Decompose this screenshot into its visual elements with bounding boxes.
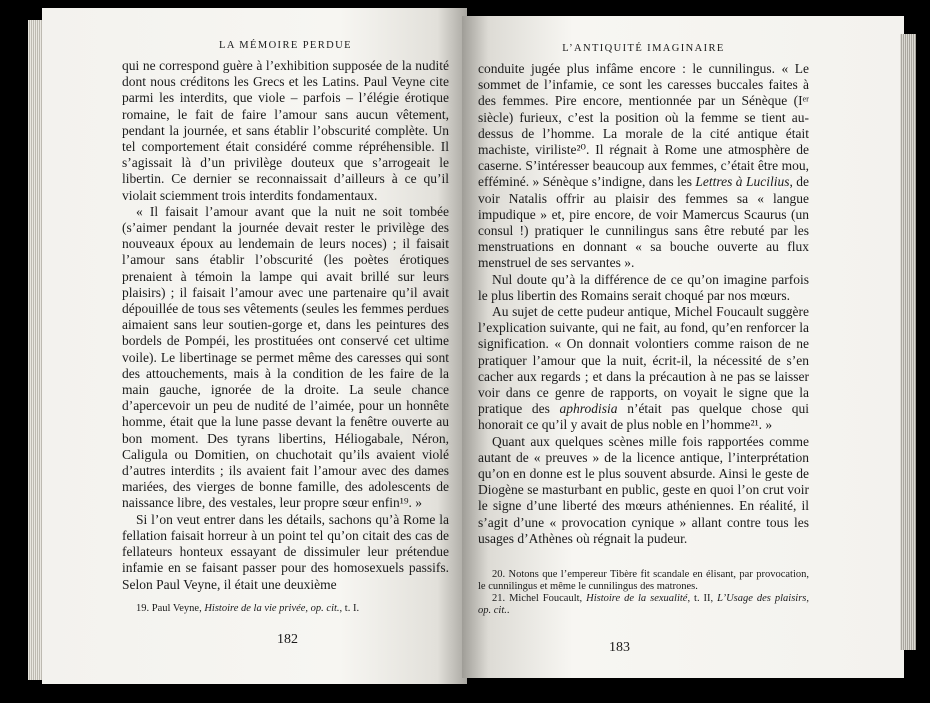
paragraph: conduite jugée plus infâme encore : le cunnilingus. « Le sommet de l’infamie, ce sont les caresses buccales faites à des femmes. Pire encore, mentionnée par un Sénèque (Iᵉʳ siècle) furieux, c’est la position où la femme se tient au-dessus de l’homme. La morale de la cité antique était machiste, viriliste²⁰. Il régnait à Rome une atmosphère de caserne. S’intéresser beaucoup aux femmes, c’était être mou, efféminé. » Sénèque s’indigne, dans les Lettres à Lucilius, de voir Natalis offrir au plaisir des femmes sa « langue impudique » et, pire encore, de voir Mamercus Scaurus (un consul !) pratiquer le cunnilingus sans être rebuté par les menstruations en donnant « sa bouche ouverte au flux menstruel de ses servantes ». bbox=[478, 61, 809, 271]
running-head-right: L’ANTIQUITÉ IMAGINAIRE bbox=[562, 43, 725, 54]
left-page bbox=[42, 8, 467, 684]
right-page-edges bbox=[900, 34, 916, 650]
page-number-right: 183 bbox=[609, 640, 630, 655]
paragraph: Si l’on veut entrer dans les détails, sachons qu’à Rome la fellation faisait horreur à un point tel qu’on citait des cas de fellateurs honteux essayant de dissimuler leur prétendue infamie en se faisant passer pour des homosexuels passifs. Selon Paul Veyne, il était une deuxième bbox=[122, 511, 449, 592]
right-page-body bbox=[478, 61, 809, 547]
left-page-body bbox=[122, 58, 449, 593]
block-quote: « Il faisait l’amour avant que la nuit ne soit tombée (s’aimer pendant la journée devait rester le privilège des nouveaux époux au lendemain de leurs noces) ; il faisait l’amour sans établir l’obscurité (les poètes érotiques prenaient à témoin la lampe qui avait brillé sur leurs plaisirs) ; il faisait l’amour avec une partenaire qu’il avait dépouillée de tous ses vêtements (seules les femmes perdues aimaient sans leur soutien-gorge et, dans les peintures des bordels de Pompéi, les prostituées ont conservé cet ultime voile). Le libertinage se permet même des caresses qui sont des attouchements, mais à la condition de les faire de la main gauche, ignorée de la droite. La seule chance d’apercevoir un peu de nudité de l’aimée, pour un honnête homme, était que la lune passe devant la fenêtre ouverte au bon moment. Des tyrans libertins, Héliogabale, Néron, Caligula ou Domitien, on chuchotait qu’ils avaient violé d’autres interdits ; ils avaient fait l’amour avec des dames mariées, des vierges de bonne famille, des adolescents de naissance libre, des vestales, leur propre sœur enfin¹⁹. » bbox=[122, 203, 449, 511]
running-head-left: LA MÉMOIRE PERDUE bbox=[219, 40, 352, 51]
paragraph: Au sujet de cette pudeur antique, Michel Foucault suggère l’explication suivante, qui ne fait, au fond, qu’en renforcer la signification. « On donnait volontiers comme raison de ne pratiquer l’amour que la nuit, écrit-il, la nécessité de s’en cacher aux regards ; et dans la précaution à ne pas se laisser voir dans ce genre de rapports, on voyait le signe que la pratique des aphrodisia n’était pas quelque chose qui honorait ce qu’il y avait de plus noble en l’homme²¹. » bbox=[478, 304, 809, 433]
page-number-left: 182 bbox=[277, 632, 298, 647]
footnote-19: 19. Paul Veyne, Histoire de la vie privée, op. cit., t. I. bbox=[136, 602, 360, 614]
footnotes-right bbox=[478, 569, 809, 617]
footnote-21: 21. Michel Foucault, Histoire de la sexualité, t. II, L’Usage des plaisirs, op. cit.. bbox=[478, 593, 809, 617]
paragraph: Quant aux quelques scènes mille fois rapportées comme autant de « preuves » de la licence antique, l’interprétation qu’on en donne est le plus souvent absurde. Ainsi le geste de Diogène se masturbant en public, geste en quoi l’on crut voir le signe d’une liberté des mœurs athéniennes. En réalité, il s’agit d’une « provocation cynique » allant contre tous les usages d’Athènes où régnait la pudeur. bbox=[478, 433, 809, 546]
paragraph: qui ne correspond guère à l’exhibition supposée de la nudité dont nous créditons les Grecs et les Latins. Paul Veyne cite parmi les interdits, que viole – parfois – l’élégie érotique romaine, le fait de faire l’amour sans aucun vêtement, pendant la journée, et sans établir l’obscurité complète. Un tel comportement était considéré comme répréhensible. Il s’agissait là d’un privilège douteux que s’arrogeait le libertin. Ce dernier se reconnaissait d’ailleurs à ce qu’il violait sciemment trois interdits fondamentaux. bbox=[122, 58, 449, 203]
right-page bbox=[462, 16, 904, 678]
paragraph: Nul doute qu’à la différence de ce qu’on imagine parfois le plus libertin des Romains serait choqué par nos mœurs. bbox=[478, 271, 809, 303]
footnote-20: 20. Notons que l’empereur Tibère fit scandale en élisant, par provocation, le cunnilingus et même le cunnilingus des matrones. bbox=[478, 569, 809, 593]
